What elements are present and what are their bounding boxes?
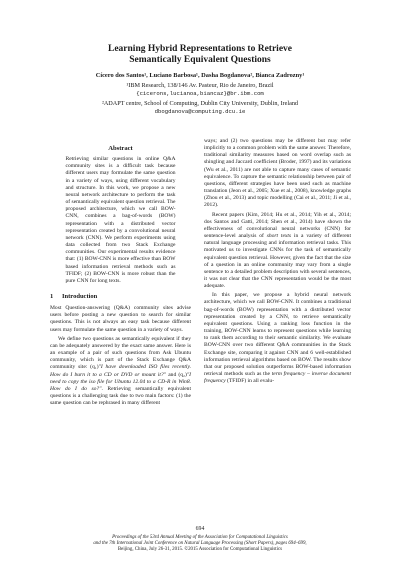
right-p2-end: in a variety of different natural language processing and information retrieval tasks. This motivated us to investigate CNNs for the task of semantically equivalent question retrieval. However, given the fact that the size of a question in an online community may vary from a single sentence to a detailed problem description with several sentences, it was not clear that the CNN representation would be the most adequate. xyxy=(204,233,351,290)
proceedings-footer xyxy=(0,535,400,553)
footer-line-1: Proceedings of the 53rd Annual Meeting of the Association for Computational Linguistics xyxy=(112,535,288,540)
section-number: 1 xyxy=(50,292,54,300)
abstract-text: Retrieving similar questions in online Q&A community sites is a difficult task because different users may formulate the same question in a variety of ways, using different vocabulary and structure. In this work, we propose a new neural network architecture to perform the task of semantically equivalent question retrieval. The proposed architecture, which we call BOW-CNN, combines a bag-of-words (BOW) representation with a distributed vector representation created by a convolutional neural network (CNN). We perform experiments using data collected from two Stack Exchange communities. Our experimental results evidence that: (1) BOW-CNN is more effective than BOW based information retrieval methods such as TFIDF; (2) BOW-CNN is more robust than the pure CNN for long texts. xyxy=(65,156,176,284)
affiliation-adapt-email: dbogdanova@computing.dcu.ie xyxy=(154,108,246,115)
intro-paragraph-2 xyxy=(50,336,191,408)
left-column xyxy=(50,145,191,409)
right-p3-start: In this paper, we propose a hybrid neural network architecture, which we call BOW-CNN. It combines a traditional bag-of-words (BOW) representation with a distributed vector representation created by a CNN, to retrieve semantically equivalent questions. Using a ranking loss function in the training, BOW-CNN learns to represent questions while learning to rank them according to their semantic similarity. We evaluate BOW-CNN over two different Q&A communities in the Stack Exchange site, comparing it against CNN and 6 well-established information retrieval algorithms based on BOW. The results show that our proposed solution outperforms BOW-based information retrieval methods such as the xyxy=(204,292,351,377)
page-number: 694 xyxy=(195,526,205,532)
affiliation-ibm-email: {cicerons,lucianoa,biancaz}@br.ibm.com xyxy=(136,90,264,97)
affiliation-ibm: ¹IBM Research, 138/146 Av. Pasteur, Rio de Janeiro, Brazil xyxy=(126,82,274,89)
right-paragraph-1: ways; and (2) two questions may be different but may refer implicitly to a common problem with the same answer. Therefore, traditional similarity measures based on word overlap such as shingling and Jaccard coefficient (Broder, 1997) and its variations (Wu et al., 2011) are not able to capture many cases of semantic equivalence. To capture the semantic relationship between pair of questions, different strategies have been used such as machine translation (Jeon et al., 2005; Xue et al., 2008), knowledge graphs (Zhou et al., 2013) and topic modelling (Cai et al., 2011; Ji et al., 2012). xyxy=(204,138,351,209)
right-p2-emphasis: short texts xyxy=(266,233,292,240)
footer-line-3: Beijing, China, July 26-31, 2015. ©2015 Association for Computational Linguistics xyxy=(117,546,283,552)
paper-title xyxy=(0,44,400,66)
right-paragraph-2 xyxy=(204,212,351,291)
right-p3-end: (TFIDF) in all evalu- xyxy=(225,378,275,385)
intro-p2-mid: and (q₂) xyxy=(166,371,187,378)
author-list: Cícero dos Santos¹, Luciano Barbosa¹, Dasha Bogdanova², Bianca Zadrozny¹ xyxy=(95,72,305,79)
intro-p2-start: We define two questions as semantically equivalent if they can be adequately answered by the exact same answer. Here is an example of a pair of such questions from Ask Ubuntu community, which is part of the Stack Exchange Q&A community site: (q₁) xyxy=(50,335,191,371)
question-example-2: "I need to copy the iso file for Ubuntu 12.04 to a CD-R in Win8. How do I do so?" xyxy=(50,371,192,392)
right-p2-start: Recent papers (Kim, 2014; Hu et al., 2014; Yih et al., 2014; dos Santos and Gatti, 2014; Shen et al., 2014) have shown the effectiveness of convolutional neural networks (CNN) for sentence-level analysis of xyxy=(204,211,351,240)
section-title: Introduction xyxy=(62,292,98,300)
footer-line-2: and the 7th International Joint Conference on Natural Language Processing (Short Papers), pages 694–699, xyxy=(93,540,307,546)
intro-paragraph-1: Most Question-answering (Q&A) community sites advise users before posting a new question to search for similar questions. This is not always an easy task because different users may formulate the same question in a variety of ways. xyxy=(50,305,191,333)
abstract-heading: Abstract xyxy=(108,145,133,152)
right-paragraph-3 xyxy=(204,292,351,385)
title-line-1: Learning Hybrid Representations to Retrieve xyxy=(108,44,292,54)
intro-p2-end: . Retrieving semantically equivalent questions is a challenging task due to two main factors: (1) the same question can be rephrased in many different xyxy=(50,385,191,407)
affiliation-adapt: ²ADAPT centre, School of Computing, Dublin City University, Dublin, Ireland xyxy=(101,100,299,107)
right-column xyxy=(204,138,351,387)
title-line-2: Semantically Equivalent Questions xyxy=(129,55,271,65)
right-p3-emphasis: term frequency – inverse document frequency xyxy=(204,371,351,385)
abstract-section xyxy=(66,145,176,285)
question-example-1: "I have downloaded ISO files recently. How do I burn it to a CD or DVD or mount it?" xyxy=(50,364,191,378)
section-heading-introduction xyxy=(50,293,191,300)
